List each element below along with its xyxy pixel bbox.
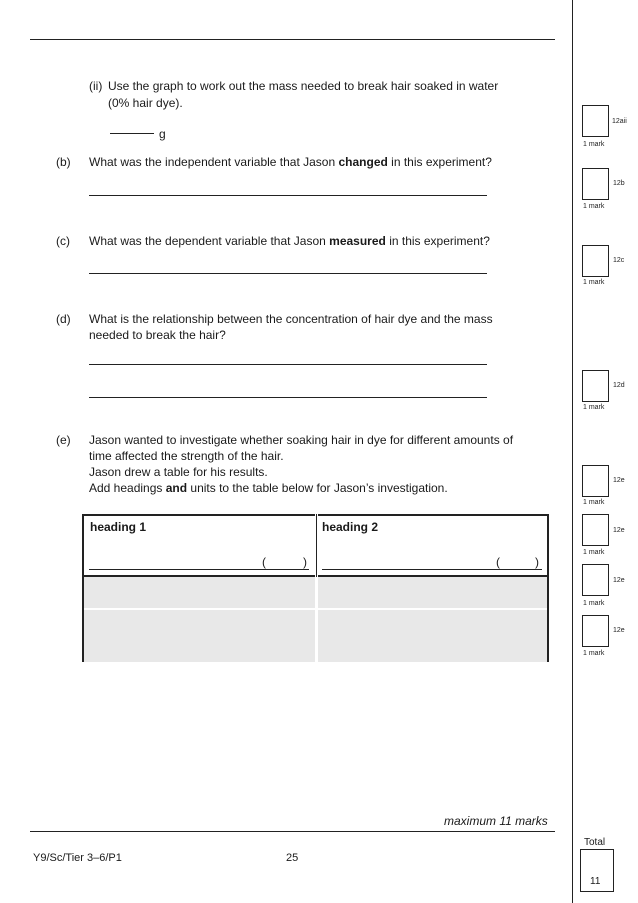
q-d-answer-line-1[interactable]	[89, 364, 487, 365]
q-d-text-line1: What is the relationship between the concentration of hair dye and the mass	[89, 312, 493, 326]
heading-2-unit-close: )	[535, 555, 539, 569]
q-e-label: (e)	[56, 433, 71, 447]
mark-box-12e-4[interactable]	[582, 615, 609, 647]
table-center-border-top	[316, 514, 317, 577]
bottom-rule	[30, 831, 555, 832]
q-c-label: (c)	[56, 234, 70, 248]
mark-box-12e-2[interactable]	[582, 514, 609, 546]
q-ii-answer-line[interactable]	[110, 133, 154, 134]
q-ii-unit: g	[159, 127, 166, 141]
one-mark-label-12e-3: 1 mark	[583, 600, 605, 607]
table-row-1-col-1[interactable]	[84, 577, 315, 608]
q-c-answer-line[interactable]	[89, 273, 487, 274]
mark-code-12c: 12c	[613, 257, 625, 264]
top-rule	[30, 39, 555, 40]
q-ii-text-line2: (0% hair dye).	[108, 96, 183, 110]
one-mark-label-12aii: 1 mark	[583, 141, 605, 148]
heading-1-unit-open: (	[262, 555, 266, 569]
paper-code: Y9/Sc/Tier 3–6/P1	[33, 852, 122, 864]
heading-2-unit-open: (	[496, 555, 500, 569]
page-number: 25	[286, 852, 299, 864]
q-b-text-bold: changed	[338, 155, 388, 169]
q-c-text-post: in this experiment?	[385, 234, 490, 248]
q-d-answer-line-2[interactable]	[89, 397, 487, 398]
q-d-label: (d)	[56, 312, 71, 326]
mark-code-12e-3: 12e	[613, 577, 625, 584]
heading-2-answer-line[interactable]	[322, 569, 542, 570]
mark-code-12e-1: 12e	[613, 477, 625, 484]
mark-code-12e-4: 12e	[613, 627, 625, 634]
q-ii-text-line1: Use the graph to work out the mass needed to break hair soaked in water	[108, 79, 499, 93]
mark-box-12aii[interactable]	[582, 105, 609, 137]
q-c-text-bold: measured	[329, 234, 386, 248]
max-marks-label: maximum 11 marks	[444, 814, 548, 828]
total-label: Total	[584, 837, 606, 848]
mark-box-12d[interactable]	[582, 370, 609, 402]
mark-box-12c[interactable]	[582, 245, 609, 277]
table-right-border	[547, 514, 549, 662]
results-table	[82, 514, 549, 662]
one-mark-label-12b: 1 mark	[583, 203, 605, 210]
q-c-text-pre: What was the dependent variable that Jason	[89, 234, 330, 248]
one-mark-label-12c: 1 mark	[583, 279, 605, 286]
q-b-answer-line[interactable]	[89, 195, 487, 196]
one-mark-label-12e-4: 1 mark	[583, 650, 605, 657]
q-e-line4-post: units to the table below for Jason’s investigation.	[187, 481, 448, 495]
table-row-2-col-2[interactable]	[318, 610, 547, 662]
one-mark-label-12e-2: 1 mark	[583, 549, 605, 556]
mark-box-12b[interactable]	[582, 168, 609, 200]
one-mark-label-12d: 1 mark	[583, 404, 605, 411]
mark-box-12e-1[interactable]	[582, 465, 609, 497]
one-mark-label-12e-1: 1 mark	[583, 499, 605, 506]
mark-box-12e-3[interactable]	[582, 564, 609, 596]
margin-column-line	[572, 0, 573, 903]
mark-code-12e-2: 12e	[613, 527, 625, 534]
q-b-label: (b)	[56, 155, 71, 169]
q-d-text-line2: needed to break the hair?	[89, 328, 226, 342]
total-value: 11	[590, 876, 601, 887]
mark-code-12aii: 12aii	[612, 118, 627, 125]
q-b-text-pre: What was the independent variable that Jason	[89, 155, 339, 169]
table-row-1-col-2[interactable]	[318, 577, 547, 608]
q-e-line4-pre: Add headings	[89, 481, 166, 495]
q-e-text-line2: time affected the strength of the hair.	[89, 449, 284, 463]
q-e-text-line1: Jason wanted to investigate whether soaking hair in dye for different amounts of	[89, 433, 514, 447]
q-b-text	[89, 154, 492, 170]
mark-code-12d: 12d	[613, 382, 625, 389]
table-heading-2: heading 2	[322, 520, 379, 534]
q-b-text-post: in this experiment?	[387, 155, 492, 169]
table-heading-1: heading 1	[90, 520, 147, 534]
q-e-text-line4	[89, 480, 448, 496]
q-e-text-line3: Jason drew a table for his results.	[89, 465, 268, 479]
heading-1-unit-close: )	[303, 555, 307, 569]
heading-1-answer-line[interactable]	[89, 569, 309, 570]
q-ii-number: (ii)	[89, 79, 103, 93]
q-c-text	[89, 233, 490, 249]
table-row-2-col-1[interactable]	[84, 610, 315, 662]
mark-code-12b: 12b	[613, 180, 625, 187]
q-e-line4-bold: and	[165, 481, 188, 495]
table-left-border	[82, 514, 84, 662]
